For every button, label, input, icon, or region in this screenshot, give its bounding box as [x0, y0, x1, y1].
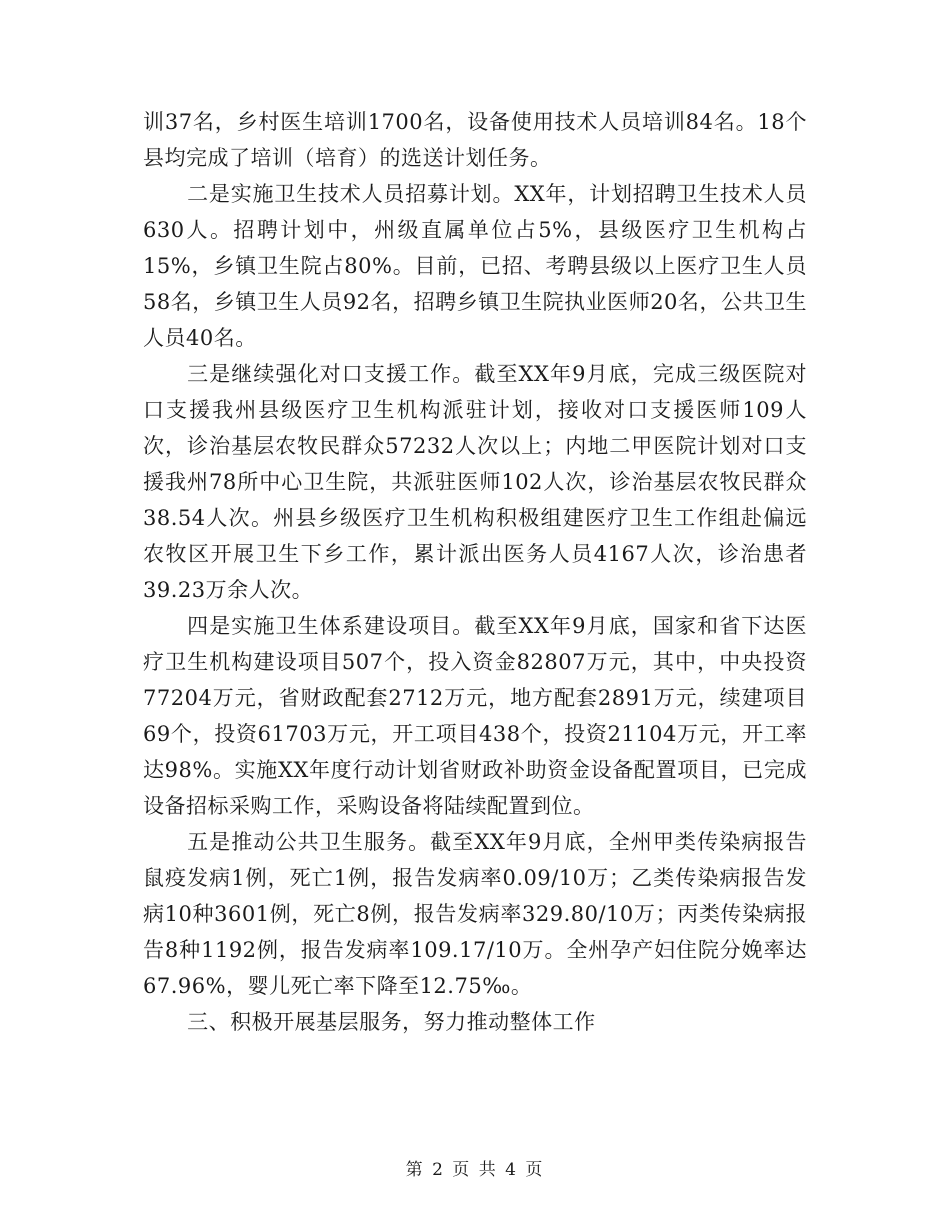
paragraph: 四是实施卫生体系建设项目。截至XX年9月底，国家和省下达医疗卫生机构建设项目507个，投入资金82807万元，其中，中央投资77204万元，省财政配套2712万元，地方配套2891万元，续建项目69个，投资61703万元，开工项目438个，投资21104万元，开工率达98%。实施XX年度行动计划省财政补助资金设备配置项目，已完成设备招标采购工作，采购设备将陆续配置到位。 [143, 614, 807, 818]
paragraph: 训37名，乡村医生培训1700名，设备使用技术人员培训84名。18个县均完成了培训（培育）的选送计划任务。 [143, 110, 807, 170]
paragraph: 二是实施卫生技术人员招募计划。XX年，计划招聘卫生技术人员630人。招聘计划中，州级直属单位占5%，县级医疗卫生机构占15%，乡镇卫生院占80%。目前，已招、考聘县级以上医疗卫生人员58名，乡镇卫生人员92名，招聘乡镇卫生院执业医师20名，公共卫生人员40名。 [143, 182, 807, 350]
section-heading: 三、积极开展基层服务，努力推动整体工作 [187, 1010, 596, 1034]
page-number-footer: 第 2 页 共 4 页 [405, 1160, 545, 1180]
document-body [143, 104, 807, 1040]
paragraph: 五是推动公共卫生服务。截至XX年9月底，全州甲类传染病报告鼠疫发病1例，死亡1例，报告发病率0.09/10万；乙类传染病报告发病10种3601例，死亡8例，报告发病率329.80/10万；丙类传染病报告8种1192例，报告发病率109.17/10万。全州孕产妇住院分娩率达67.96%，婴儿死亡率下降至12.75‰。 [143, 830, 807, 998]
paragraph: 三是继续强化对口支援工作。截至XX年9月底，完成三级医院对口支援我州县级医疗卫生机构派驻计划，接收对口支援医师109人次，诊治基层农牧民群众57232人次以上；内地二甲医院计划对口支援我州78所中心卫生院，共派驻医师102人次，诊治基层农牧民群众38.54人次。州县乡级医疗卫生机构积极组建医疗卫生工作组赴偏远农牧区开展卫生下乡工作，累计派出医务人员4167人次，诊治患者39.23万余人次。 [143, 362, 807, 602]
